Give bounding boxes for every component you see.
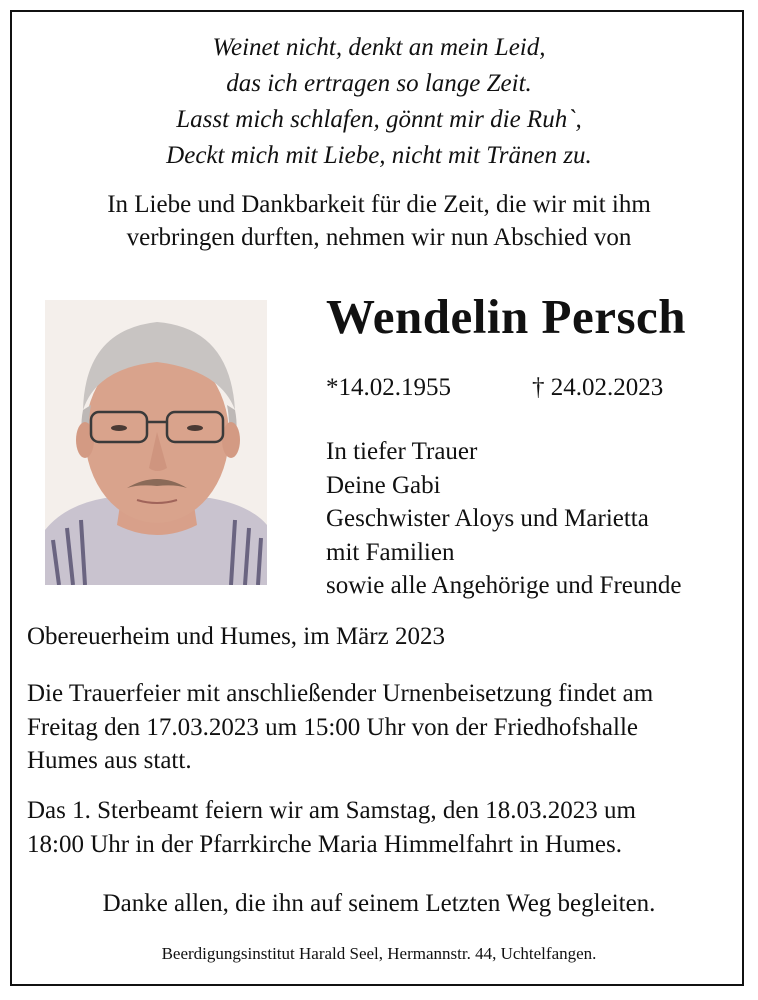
poem-line: Deckt mich mit Liebe, nicht mit Tränen zu. <box>166 142 592 169</box>
life-dates <box>326 374 664 402</box>
mourner-line: In tiefer Trauer <box>326 438 478 465</box>
intro-line: In Liebe und Dankbarkeit für die Zeit, die wir mit ihm <box>107 191 651 218</box>
deceased-name: Wendelin Persch <box>326 289 687 344</box>
poem-line: Weinet nicht, denkt an mein Leid, <box>212 34 546 61</box>
birth-date: *14.02.1955 <box>326 374 451 401</box>
place-date: Obereuerheim und Humes, im März 2023 <box>27 623 445 650</box>
intro-line: verbringen durften, nehmen wir nun Abschied von <box>126 224 632 251</box>
mourner-line: Geschwister Aloys und Marietta <box>326 505 649 532</box>
death-date: † 24.02.2023 <box>532 374 664 401</box>
poem-line: das ich ertragen so lange Zeit. <box>226 70 532 97</box>
mourner-line: sowie alle Angehörige und Freunde <box>326 572 682 599</box>
thanks-line: Danke allen, die ihn auf seinem Letzten Weg begleiten. <box>102 890 656 917</box>
portrait-photo <box>45 300 267 585</box>
funeral-line: Humes aus statt. <box>27 747 192 774</box>
poem-line: Lasst mich schlafen, gönnt mir die Ruh`, <box>176 106 582 133</box>
mass-info <box>27 794 739 861</box>
mass-line: Das 1. Sterbeamt feiern wir am Samstag, den 18.03.2023 um <box>27 797 636 824</box>
funeral-info <box>27 677 739 778</box>
funeral-line: Die Trauerfeier mit anschließender Urnenbeisetzung findet am <box>27 680 654 707</box>
mass-line: 18:00 Uhr in der Pfarrkirche Maria Himmelfahrt in Humes. <box>27 830 622 858</box>
intro-text <box>0 188 758 254</box>
mourner-line: Deine Gabi <box>326 471 441 499</box>
mourners-list <box>326 435 681 603</box>
mourner-line: mit Familien <box>326 538 455 566</box>
memorial-poem <box>0 30 758 174</box>
undertaker-footer: Beerdigungsinstitut Harald Seel, Hermannstr. 44, Uchtelfangen. <box>161 944 597 963</box>
funeral-line: Freitag den 17.03.2023 um 15:00 Uhr von der Friedhofshalle <box>27 713 639 741</box>
